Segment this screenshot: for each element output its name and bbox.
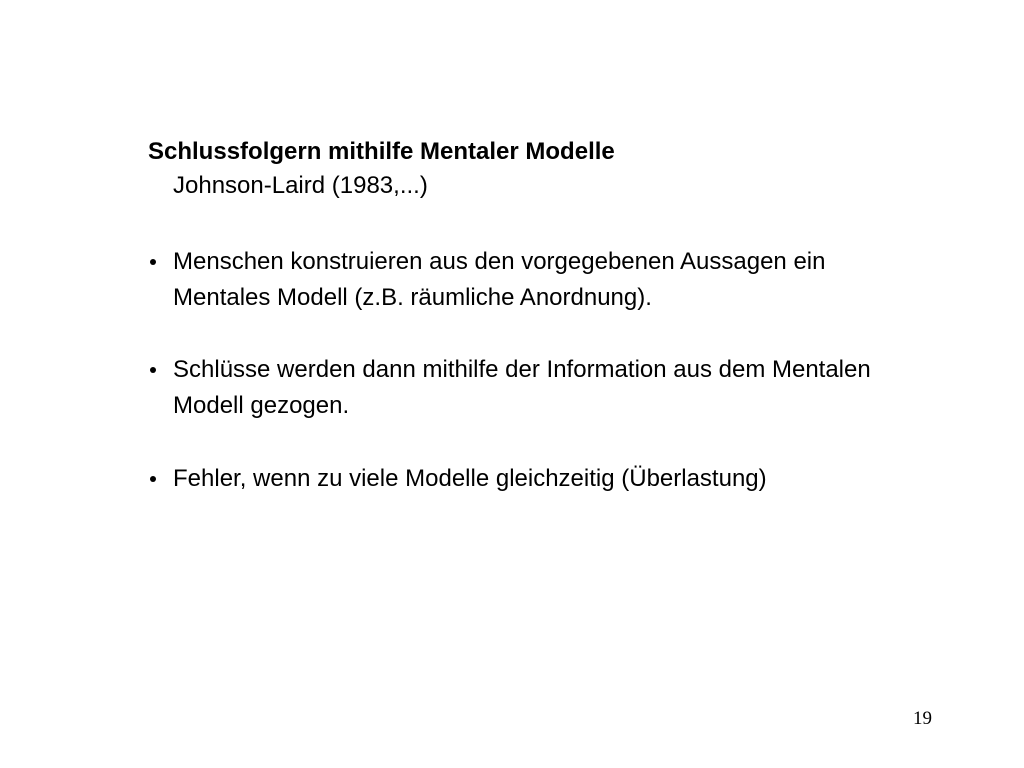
bullet-text: Schlüsse werden dann mithilfe der Information aus dem Mentalen Modell gezogen. [173, 356, 871, 419]
bullet-point-icon [150, 259, 156, 265]
slide-subtitle: Johnson-Laird (1983,...) [173, 172, 428, 199]
bullet-item [148, 352, 928, 424]
page-number: 19 [913, 708, 932, 729]
bullet-item [148, 244, 928, 316]
bullet-text: Fehler, wenn zu viele Modelle gleichzeitig (Überlastung) [173, 465, 767, 492]
bullet-item [148, 461, 928, 497]
bullet-point-icon [150, 367, 156, 373]
bullet-text: Menschen konstruieren aus den vorgegebenen Aussagen ein Mentales Modell (z.B. räumliche Anordnung). [173, 248, 826, 311]
bullet-point-icon [150, 476, 156, 482]
slide-title: Schlussfolgern mithilfe Mentaler Modelle [148, 138, 615, 165]
